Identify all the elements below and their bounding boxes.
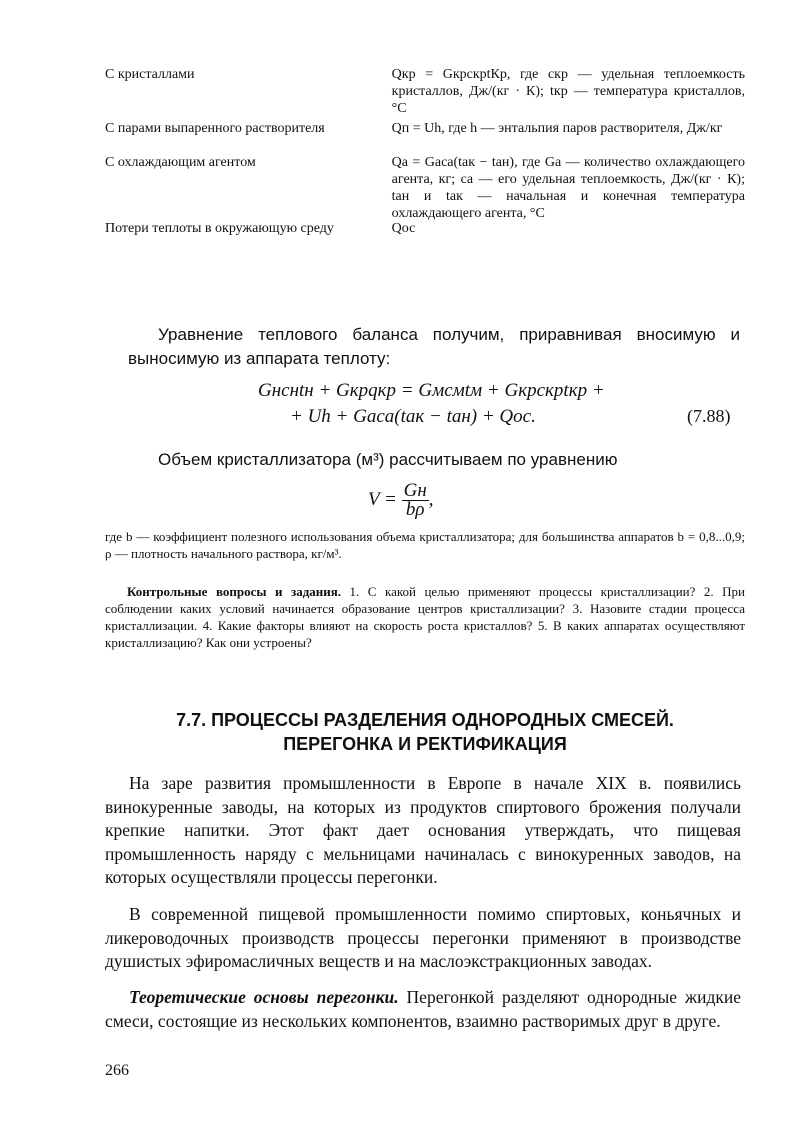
heat-balance-formula-line-1: Gнcнtн + Gкрqкр = Gмcмtм + Gкрcкрtкр + xyxy=(258,380,605,401)
table-row-label: С кристаллами xyxy=(105,67,195,82)
table-row xyxy=(105,120,745,154)
volume-formula xyxy=(368,482,434,519)
volume-formula-fraction xyxy=(402,482,429,519)
control-questions-lead: Контрольные вопросы и задания. xyxy=(127,584,342,599)
table-row xyxy=(105,220,745,237)
volume-formula-denominator: bρ xyxy=(405,499,425,520)
heat-balance-formula-line-2: + Uh + Gаcа(tак − tан) + Qос. xyxy=(290,406,536,427)
paragraph-theory xyxy=(105,986,741,1033)
table-row-label: С парами выпаренного растворителя xyxy=(105,121,325,136)
table-row-label: Потери теплоты в окружающую среду xyxy=(105,221,334,236)
control-questions xyxy=(105,583,745,651)
volume-formula-numerator: Gн xyxy=(403,480,427,501)
heat-balance-table xyxy=(105,66,745,237)
table-row xyxy=(105,154,745,220)
control-questions-text: 1. С какой целью применяют процессы кристаллизации? 2. При соблюдении каких условий начинается образование центров кристаллизации? 3. Назовите стадии процесса кристаллизации. 4. Какие факторы влияют на скорость роста кристаллов? 5. В каких аппаратах осуществляют кристаллизацию? Как они устроены? xyxy=(105,584,745,650)
section-heading-line-1: 7.7. ПРОЦЕССЫ РАЗДЕЛЕНИЯ ОДНОРОДНЫХ СМЕСЕЙ. xyxy=(176,710,674,730)
table-row-value: Qа = Gаcа(tак − tан), где Gа — количество охлаждающего агента, кг; cа — его удельная теплоемкость, Дж/(кг · К); tан и tак — начальная и конечная температура охлаждающего агента, °С xyxy=(391,155,745,221)
paragraph-modern-industry: В современной пищевой промышленности помимо спиртовых, коньячных и ликероводочных производств процессы перегонки применяют в производстве душистых эфиромасличных веществ и на маслоэкстракционных заводах. xyxy=(105,904,741,971)
table-row-value: Qкр = GкрcкрtКр, где cкр — удельная теплоемкость кристаллов, Дж/(кг · К); tкр — температура кристаллов, °С xyxy=(391,67,745,116)
table-row-label: С охлаждающим агентом xyxy=(105,155,256,170)
paragraph-theory-lead: Теоретические основы перегонки. xyxy=(129,987,399,1007)
balance-intro-paragraph: Уравнение теплового баланса получим, приравнивая вносимую и выносимую из аппарата теплоту: xyxy=(128,325,740,368)
paragraph-theory-text: Перегонкой разделяют однородные жидкие смеси, состоящие из нескольких компонентов, взаимно растворимых друг в друге. xyxy=(105,987,741,1031)
table-row-value: Qп = Uh, где h — энтальпия паров растворителя, Дж/кг xyxy=(391,121,723,136)
paragraph-history: На заре развития промышленности в Европе в начале XIX в. появились винокуренные заводы, на которых из продуктов спиртового брожения получали крепкие напитки. Этот факт дает основания утверждать, что пищевая промышленность наряду с мельницами начиналась с винокуренных заводов, на которых осуществляли процессы перегонки. xyxy=(105,773,741,887)
section-heading-line-2: ПЕРЕГОНКА И РЕКТИФИКАЦИЯ xyxy=(283,734,567,754)
volume-intro-paragraph: Объем кристаллизатора (м³) рассчитываем по уравнению xyxy=(158,450,618,469)
table-row xyxy=(105,66,745,120)
table-row-value: Qос xyxy=(391,221,416,236)
equation-number: (7.88) xyxy=(687,406,731,426)
volume-formula-lhs: V = xyxy=(368,488,397,510)
volume-formula-tail: , xyxy=(428,488,434,510)
where-explanation: где b — коэффициент полезного использования объема кристаллизатора; для большинства аппаратов b = 0,8...0,9; ρ — плотность начального раствора, кг/м³. xyxy=(105,529,745,561)
page-number: 266 xyxy=(105,1062,129,1079)
